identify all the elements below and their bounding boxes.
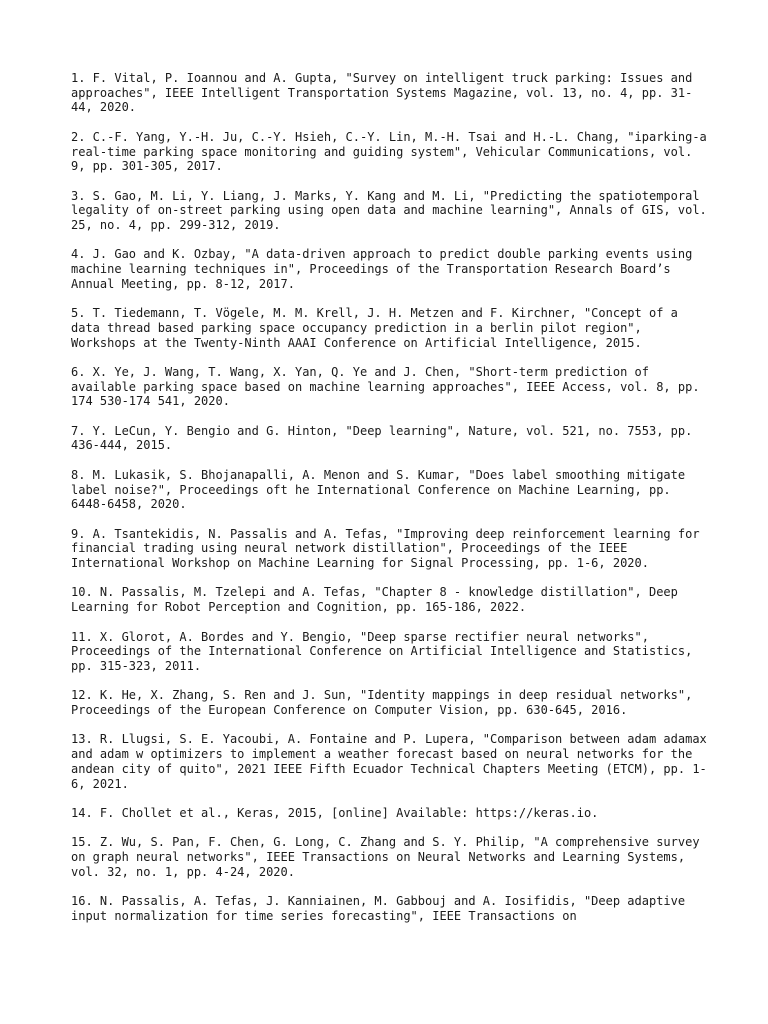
reference-item: 9. A. Tsantekidis, N. Passalis and A. Tefas, "Improving deep reinforcement learning for financial trading using neural network distillation", Proceedings of the IEEE International Workshop on Machine Learning for Signal Processing, pp. 1-6, 2020. <box>71 526 700 571</box>
reference-item: 3. S. Gao, M. Li, Y. Liang, J. Marks, Y. Kang and M. Li, "Predicting the spatiotemporal legality of on-street parking using open data and machine learning", Annals of GIS, vol. 25, no. 4, pp. 299-312, 2019. <box>71 188 707 232</box>
reference-item: 4. J. Gao and K. Ozbay, "A data-driven approach to predict double parking events using machine learning techniques in", Proceedings of the Transportation Research Board’s Annual Meeting, pp. 8-12, 2017. <box>71 247 693 291</box>
reference-item: 11. X. Glorot, A. Bordes and Y. Bengio, "Deep sparse rectifier neural networks", Proceedings of the International Conference on Artificial Intelligence and Statistics, pp. 315-323, 2011. <box>71 629 693 673</box>
reference-item: 1. F. Vital, P. Ioannou and A. Gupta, "Survey on intelligent truck parking: Issues and approaches", IEEE Intelligent Transportation Systems Magazine, vol. 13, no. 4, pp. 31-44, 2020. <box>71 71 693 115</box>
reference-item: 15. Z. Wu, S. Pan, F. Chen, G. Long, C. Zhang and S. Y. Philip, "A comprehensive survey on graph neural networks", IEEE Transactions on Neural Networks and Learning Systems, vol. 32, no. 1, pp. 4-24, 2020. <box>71 835 700 879</box>
reference-item: 10. N. Passalis, M. Tzelepi and A. Tefas, "Chapter 8 - knowledge distillation", Deep Learning for Robot Perception and Cognition, pp. 165-186, 2022. <box>71 585 678 615</box>
reference-item: 14. F. Chollet et al., Keras, 2015, [online] Available: https://keras.io. <box>71 805 599 820</box>
reference-list <box>71 71 711 938</box>
reference-item: 8. M. Lukasik, S. Bhojanapalli, A. Menon and S. Kumar, "Does label smoothing mitigate label noise?", Proceedings oft he International Conference on Machine Learning, pp. 6448-6458, 2020. <box>71 467 686 512</box>
reference-item: 6. X. Ye, J. Wang, T. Wang, X. Yan, Q. Ye and J. Chen, "Short-term prediction of available parking space based on machine learning approaches", IEEE Access, vol. 8, pp. 174 530-174 541, 2020. <box>71 364 700 409</box>
reference-item: 5. T. Tiedemann, T. Vögele, M. M. Krell, J. H. Metzen and F. Kirchner, "Concept of a data thread based parking space occupancy prediction in a berlin pilot region", Workshops at the Twenty-Ninth AAAI Conference on Artificial Intelligence, 2015. <box>71 306 678 350</box>
reference-item: 16. N. Passalis, A. Tefas, J. Kanniainen, M. Gabbouj and A. Iosifidis, "Deep adaptive input normalization for time series forecasting", IEEE Transactions on <box>71 894 686 923</box>
reference-item: 12. K. He, X. Zhang, S. Ren and J. Sun, "Identity mappings in deep residual networks", Proceedings of the European Conference on Computer Vision, pp. 630-645, 2016. <box>71 688 693 718</box>
reference-item: 13. R. Llugsi, S. E. Yacoubi, A. Fontaine and P. Lupera, "Comparison between adam adamax and adam w optimizers to implement a weather forecast based on neural networks for the andean city of quito", 2021 IEEE Fifth Ecuador Technical Chapters Meeting (ETCM), pp. 1-6, 2021. <box>71 732 707 791</box>
reference-item: 2. C.-F. Yang, Y.-H. Ju, C.-Y. Hsieh, C.-Y. Lin, M.-H. Tsai and H.-L. Chang, "iparking-a real-time parking space monitoring and guiding system", Vehicular Communications, vol. 9, pp. 301-305, 2017. <box>71 129 707 174</box>
reference-item: 7. Y. LeCun, Y. Bengio and G. Hinton, "Deep learning", Nature, vol. 521, no. 7553, pp. 436-444, 2015. <box>71 423 693 453</box>
